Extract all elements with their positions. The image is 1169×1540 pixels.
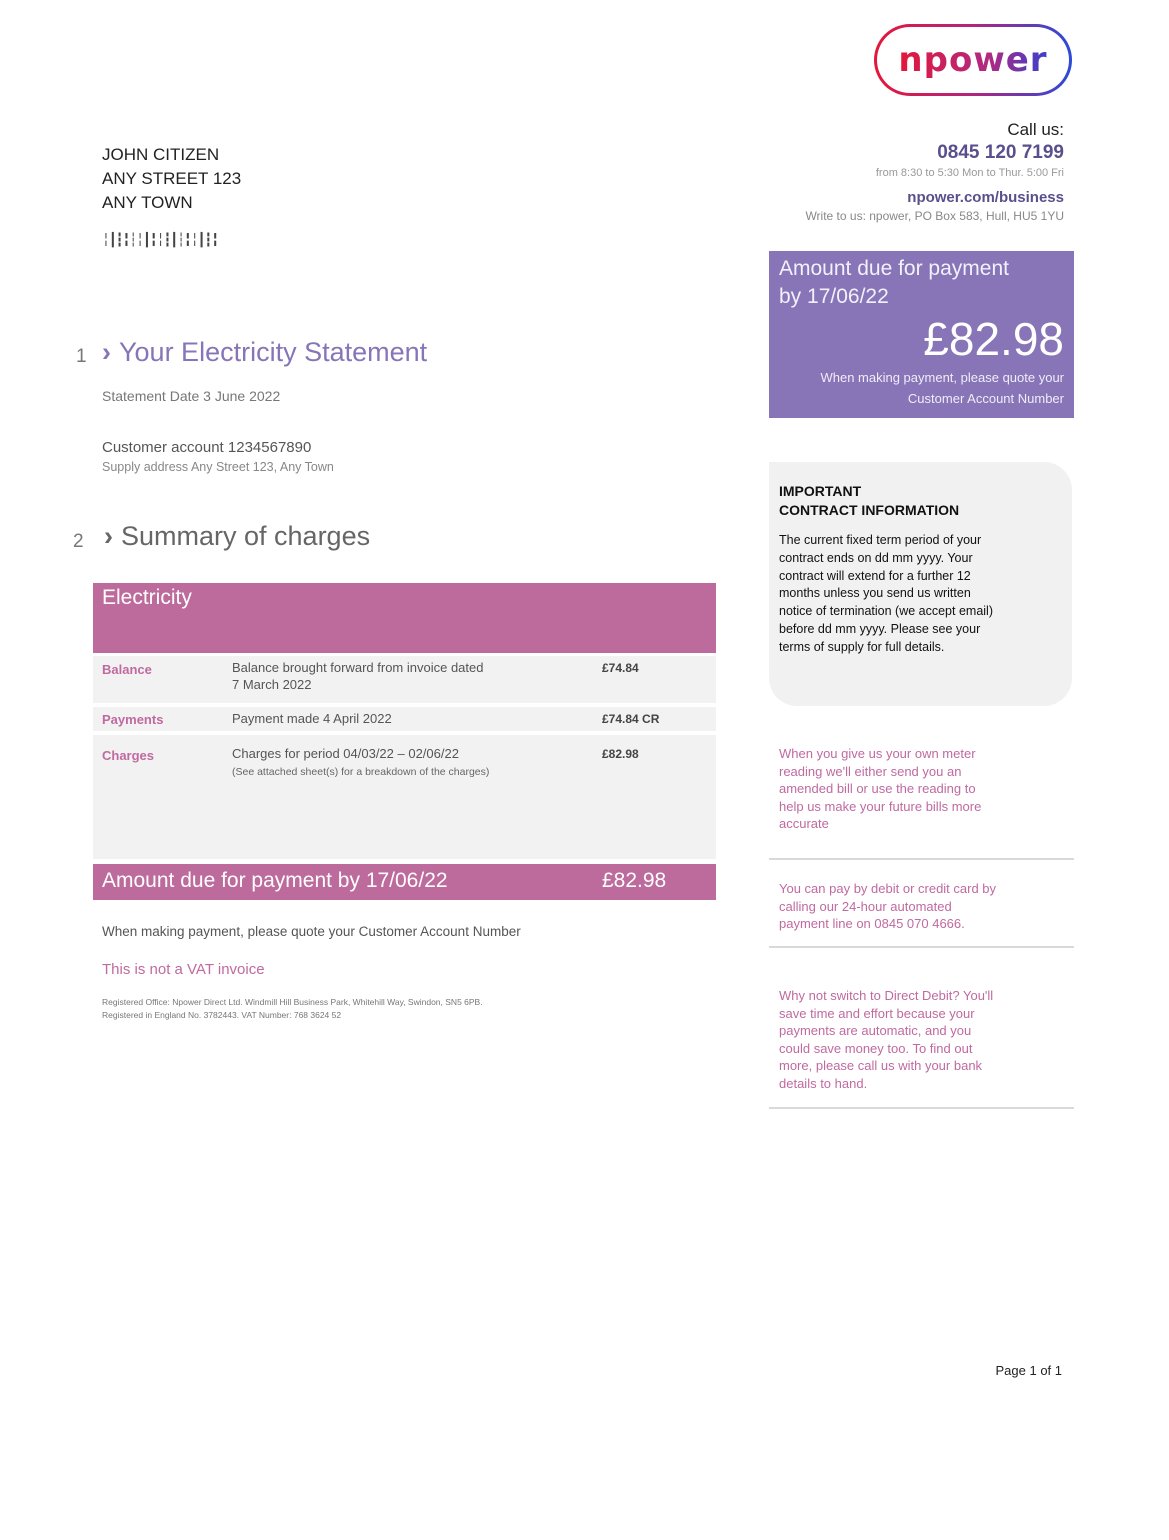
table-row [93,707,716,731]
payment-note: When making payment, please quote your Customer Account Number [102,924,521,939]
address-line: ANY STREET 123 [102,169,242,188]
important-subtitle: CONTRACT INFORMATION [779,502,960,518]
row-amount: £74.84 [602,661,639,675]
due-note: Customer Account Number [907,391,1064,406]
opening-hours: from 8:30 to 5:30 Mon to Thur. 5:00 Fri [875,167,1064,179]
table-footer [93,864,716,900]
row-label: Balance [102,662,152,677]
important-title: IMPORTANT [779,483,862,499]
row-description: Payment made 4 April 2022 [232,711,392,726]
customer-account: Customer account 1234567890 [102,439,312,456]
npower-logo [874,24,1072,96]
row-label: Charges [102,748,155,763]
summary-heading [104,521,370,552]
phone-number[interactable]: 0845 120 7199 [937,142,1064,163]
section-number: 2 [73,531,84,552]
side-note-text: You can pay by debit or credit card by calling our 24-hour automated payment line on 0845 070 4666. [779,881,997,931]
row-amount: £74.84 CR [602,712,660,726]
divider [769,858,1074,860]
table-row [93,656,716,703]
logo-text: npower [898,40,1048,80]
amount-due-box [769,251,1074,418]
address-line: JOHN CITIZEN [102,145,220,164]
divider [769,1107,1074,1109]
call-us-label: Call us: [1007,120,1064,139]
divider [769,946,1074,948]
side-note-text: When you give us your own meter reading we'll either send you an amended bill or use the reading to help us make your future bills more accurate [779,746,982,831]
page-title [102,337,427,368]
row-description: Charges for period 04/03/22 – 02/06/22 (See attached sheet(s) for a breakdown of the charges) [232,746,490,778]
postal-address: Write to us: npower, PO Box 583, Hull, HU5 1YU [805,209,1064,223]
row-description: Balance brought forward from invoice dated 7 March 2022 [232,660,484,692]
supply-address: Supply address Any Street 123, Any Town [102,460,334,474]
due-note: When making payment, please quote your [820,370,1064,385]
table-row [93,735,716,859]
statement-date: Statement Date 3 June 2022 [102,388,281,404]
footer-label: Amount due for payment by 17/06/22 [102,869,448,892]
website-link[interactable]: npower.com/business [907,189,1064,206]
vat-note: This is not a VAT invoice [102,961,265,978]
row-label: Payments [102,712,164,727]
section-number: 1 [76,346,87,367]
footer-amount: £82.98 [602,869,667,892]
address-line: ANY TOWN [102,193,193,212]
due-amount: £82.98 [923,313,1064,365]
important-body: The current fixed term period of your contract ends on dd mm yyyy. Your contract will extend for a further 12 months unless you send us written notice of termination (we accept email) before dd mm yyyy. Please see your terms of supply for full details. [779,533,993,654]
summary-title: Summary of charges [121,521,371,551]
registered-office: Registered Office: Npower Direct Ltd. Windmill Hill Business Park, Whitehill Way, Swindon, SN5 6PB. Registered in England No. 3782443. VAT Number: 768 3624 52 [102,997,483,1020]
due-title: Amount due for payment [779,257,1009,280]
due-date: by 17/06/22 [779,285,889,308]
direct-debit-note [769,987,1074,1092]
table-heading: Electricity [93,583,716,653]
contact-info [805,120,1064,223]
row-amount: £82.98 [602,747,639,761]
customer-address [102,143,241,215]
side-note-text: Why not switch to Direct Debit? You'll save time and effort because your payments are automatic, and you could save money too. To find out more, please call us with your bank details to hand. [779,988,994,1091]
important-contract-info [769,462,1072,706]
chevron-right-icon: › [102,337,111,367]
chevron-right-icon: › [104,521,113,551]
statement-title: Your Electricity Statement [119,337,428,367]
meter-reading-note [769,745,1074,833]
card-payment-note [769,880,1074,933]
page-number: Page 1 of 1 [995,1363,1062,1378]
postal-barcode: ╎┃┇╏┆╎┃╏╎┇┃┆╏╎┃┇╏ [102,233,219,248]
